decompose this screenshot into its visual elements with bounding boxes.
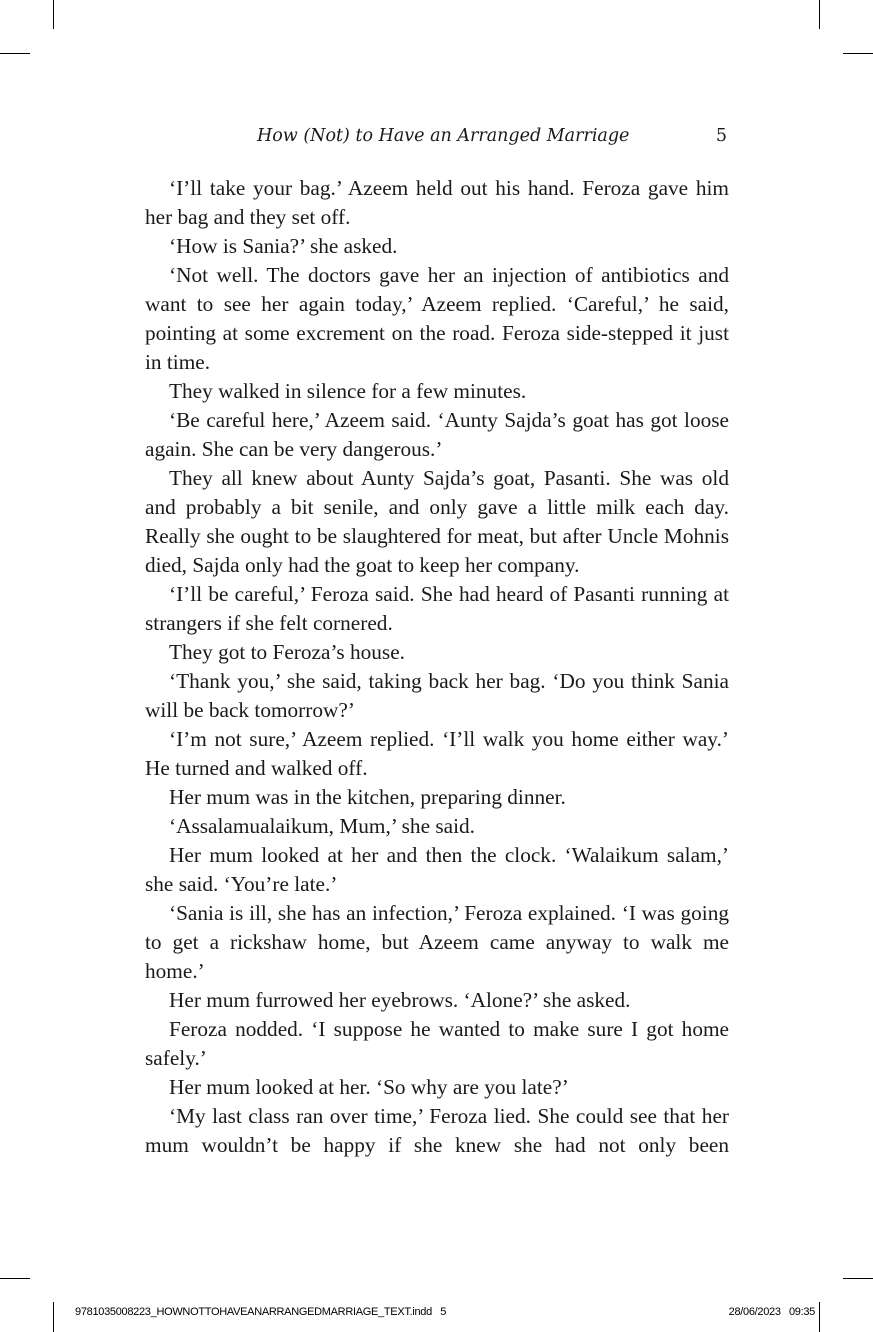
paragraph: They got to Feroza’s house. xyxy=(169,640,405,664)
paragraph: Her mum furrowed her eyebrows. ‘Alone?’ she asked. xyxy=(169,988,631,1012)
crop-mark-bottom-left-horizontal xyxy=(0,1278,30,1279)
crop-mark-bottom-left-vertical xyxy=(53,1302,54,1332)
running-head xyxy=(145,126,729,154)
paragraph: ‘My last class ran over time,’ Feroza lied. She could see that her mum wouldn’t be happy if she knew she had not only been xyxy=(145,1104,729,1157)
paragraph: ‘Be careful here,’ Azeem said. ‘Aunty Sajda’s goat has got loose again. She can be very dangerous.’ xyxy=(145,408,729,461)
body-text xyxy=(145,174,729,1160)
paragraph: They all knew about Aunty Sajda’s goat, Pasanti. She was old and probably a bit senile, and only gave a little milk each day. Really she ought to be slaughtered for meat, but after Uncle Mohnis died, Sajda only had the goat to keep her company. xyxy=(145,466,729,577)
paragraph: Her mum looked at her. ‘So why are you late?’ xyxy=(169,1075,569,1099)
paragraph: ‘Sania is ill, she has an infection,’ Feroza explained. ‘I was going to get a rickshaw home, but Azeem came anyway to walk me home.’ xyxy=(145,901,729,983)
paragraph: Feroza nodded. ‘I suppose he wanted to make sure I got home safely.’ xyxy=(145,1017,729,1070)
crop-mark-top-left-horizontal xyxy=(0,53,30,54)
crop-mark-top-right-vertical xyxy=(819,0,820,29)
slug-date-time: 28/06/2023 09:35 xyxy=(728,1306,815,1318)
paragraph: Her mum looked at her and then the clock. ‘Walaikum salam,’ she said. ‘You’re late.’ xyxy=(145,843,729,896)
slug-file-name: 9781035008223_HOWNOTTOHAVEANARRANGEDMARRIAGE_TEXT.indd 5 xyxy=(75,1306,447,1318)
paragraph: ‘I’m not sure,’ Azeem replied. ‘I’ll walk you home either way.’ He turned and walked off. xyxy=(145,727,729,780)
paragraph: ‘I’ll be careful,’ Feroza said. She had heard of Pasanti running at strangers if she felt cornered. xyxy=(145,582,729,635)
paragraph: ‘I’ll take your bag.’ Azeem held out his hand. Feroza gave him her bag and they set off. xyxy=(145,176,729,229)
paragraph: ‘How is Sania?’ she asked. xyxy=(169,234,398,258)
crop-mark-bottom-right-horizontal xyxy=(843,1278,873,1279)
paragraph: They walked in silence for a few minutes. xyxy=(169,379,527,403)
paragraph: Her mum was in the kitchen, preparing dinner. xyxy=(169,785,566,809)
running-head-title: How (Not) to Have an Arranged Marriage xyxy=(257,126,630,146)
paragraph: ‘Thank you,’ she said, taking back her bag. ‘Do you think Sania will be back tomorrow?’ xyxy=(145,669,729,722)
paragraph: ‘Assalamualaikum, Mum,’ she said. xyxy=(169,814,475,838)
paragraph: ‘Not well. The doctors gave her an injection of antibiotics and want to see her again today,’ Azeem replied. ‘Careful,’ he said, pointing at some excrement on the road. Feroza side-stepped it just in time. xyxy=(145,263,729,374)
crop-mark-top-left-vertical xyxy=(53,0,54,29)
crop-mark-top-right-horizontal xyxy=(843,53,873,54)
page-number: 5 xyxy=(715,126,727,146)
crop-mark-bottom-right-vertical xyxy=(819,1302,820,1332)
